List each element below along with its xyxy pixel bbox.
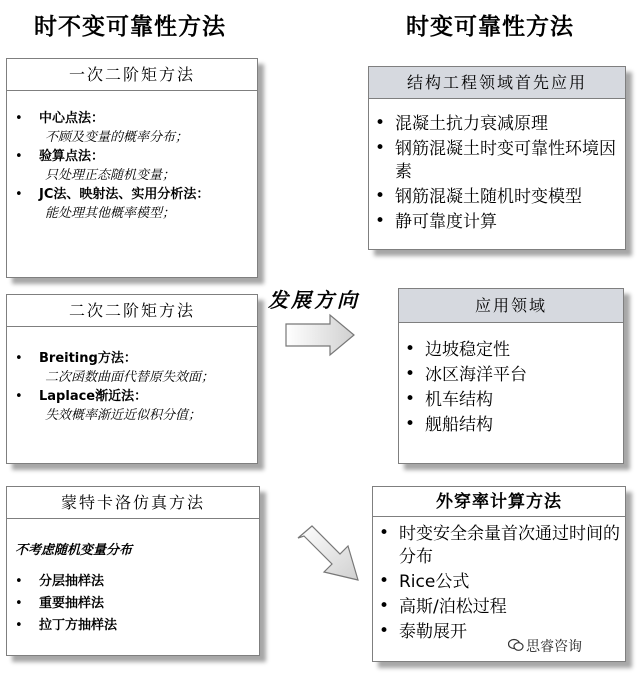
method-name: Laplace渐近法： <box>39 389 148 404</box>
box-title: 蒙特卡洛仿真方法 <box>7 487 259 519</box>
bullet: • <box>375 113 386 133</box>
method-desc: 能处理其他概率模型； <box>45 206 176 221</box>
upcrossing-rate-box <box>372 486 626 662</box>
first-order-second-moment-box <box>6 58 258 278</box>
method-desc: 二次函数曲面代替原失效面； <box>45 370 215 385</box>
topic-text: Rice公式 <box>399 572 470 592</box>
bullet: • <box>379 571 390 591</box>
topic-text: 时变安全余量首次通过时间的分布 <box>399 524 620 567</box>
structural-engineering-box <box>368 66 626 250</box>
topic-list <box>369 99 625 234</box>
box-title: 结构工程领域首先应用 <box>369 67 625 99</box>
method-desc: 只处理正态随机变量； <box>45 168 176 183</box>
topic-text: 高斯/泊松过程 <box>399 597 507 617</box>
method-list <box>7 558 259 635</box>
method-list <box>7 91 257 223</box>
method-desc: 不顾及变量的概率分布； <box>45 130 189 145</box>
bullet: • <box>405 414 416 434</box>
bullet: • <box>15 111 23 126</box>
list-item <box>373 596 625 619</box>
list-item <box>15 349 257 387</box>
bullet: • <box>15 187 23 202</box>
development-direction-label: 发展方向 <box>268 288 360 312</box>
list-item <box>399 339 623 362</box>
method-name: JC法、映射法、实用分析法： <box>39 187 210 202</box>
topic-text: 混凝土抗力衰减原理 <box>395 114 548 134</box>
bullet: • <box>405 364 416 384</box>
right-column-heading: 时变可靠性方法 <box>406 14 574 40</box>
watermark-text: 思睿咨询 <box>526 639 582 655</box>
diagonal-arrow-icon <box>290 520 370 588</box>
bullet: • <box>15 596 23 611</box>
topic-text: 舰船结构 <box>425 415 493 435</box>
chat-bubble-icon <box>508 638 524 652</box>
box-note: 不考虑随机变量分布 <box>15 543 133 558</box>
topic-text: 冰区海洋平台 <box>425 365 527 385</box>
list-item <box>369 211 625 234</box>
list-item <box>15 185 257 223</box>
topic-text: 静可靠度计算 <box>395 212 497 232</box>
method-name: 拉丁方抽样法 <box>39 618 118 633</box>
list-item <box>15 147 257 185</box>
method-name: Breiting方法： <box>39 351 137 366</box>
list-item <box>15 616 259 635</box>
bullet: • <box>405 389 416 409</box>
bullet: • <box>375 211 386 231</box>
topic-text: 机车结构 <box>425 390 493 410</box>
topic-text: 边坡稳定性 <box>425 340 510 360</box>
method-name: 中心点法： <box>39 111 105 126</box>
list-item <box>373 621 625 644</box>
left-column-heading: 时不变可靠性方法 <box>34 14 226 40</box>
bullet: • <box>375 138 386 158</box>
bullet: • <box>15 574 23 589</box>
list-item <box>369 113 625 136</box>
list-item <box>399 414 623 437</box>
list-item <box>399 389 623 412</box>
box-title: 应用领域 <box>399 289 623 323</box>
list-item <box>369 186 625 209</box>
box-title: 一次二阶矩方法 <box>7 59 257 91</box>
bullet: • <box>15 149 23 164</box>
bullet: • <box>375 186 386 206</box>
method-name: 重要抽样法 <box>39 596 105 611</box>
list-item <box>399 364 623 387</box>
list-item <box>15 572 259 591</box>
bullet: • <box>15 351 23 366</box>
bullet: • <box>379 596 390 616</box>
list-item <box>373 571 625 594</box>
bullet: • <box>15 618 23 633</box>
method-desc: 失效概率渐近近似积分值； <box>45 408 202 423</box>
list-item <box>15 109 257 147</box>
list-item <box>15 387 257 425</box>
right-arrow-icon <box>282 312 358 358</box>
topic-text: 钢筋混凝土时变可靠性环境因素 <box>395 139 616 182</box>
topic-list <box>373 517 625 644</box>
method-list <box>7 327 257 425</box>
topic-list <box>399 323 623 437</box>
bullet: • <box>379 621 390 641</box>
method-name: 验算点法： <box>39 149 105 164</box>
box-title: 外穿率计算方法 <box>373 487 625 517</box>
bullet: • <box>379 523 390 543</box>
list-item <box>373 523 625 569</box>
second-order-second-moment-box <box>6 294 258 464</box>
list-item <box>369 138 625 184</box>
monte-carlo-box <box>6 486 260 656</box>
method-name: 分层抽样法 <box>39 574 105 589</box>
application-areas-box <box>398 288 624 464</box>
topic-text: 泰勒展开 <box>399 622 467 642</box>
bullet: • <box>405 339 416 359</box>
bullet: • <box>15 389 23 404</box>
list-item <box>15 594 259 613</box>
topic-text: 钢筋混凝土随机时变模型 <box>395 187 582 207</box>
box-title: 二次二阶矩方法 <box>7 295 257 327</box>
